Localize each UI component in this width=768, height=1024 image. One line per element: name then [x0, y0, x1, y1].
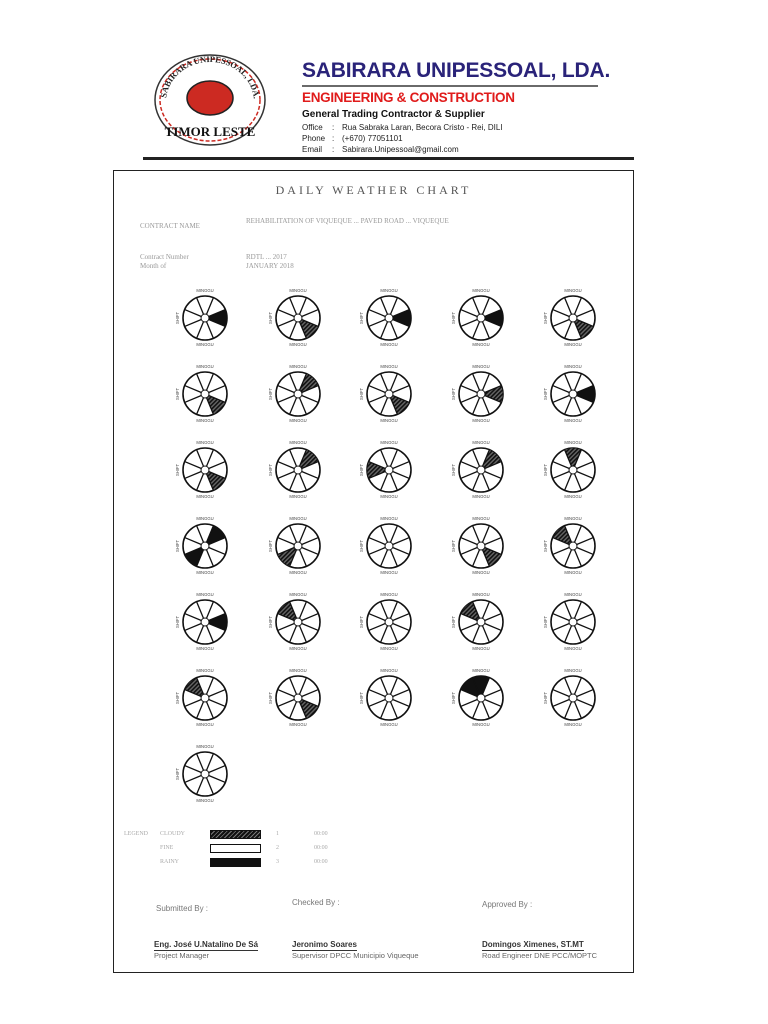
email-value: Sabirara.Unipessoal@gmail.com	[342, 145, 459, 154]
circle-bottom-label: MINGGU	[196, 798, 214, 803]
hub-circle	[294, 694, 302, 702]
circle-side-label: SHIFT	[359, 539, 364, 553]
hub-circle	[477, 542, 485, 550]
hub-circle	[294, 390, 302, 398]
circle-bottom-label: MINGGU	[196, 494, 214, 499]
day-circle	[360, 667, 418, 727]
circle-bottom-label: MINGGU	[196, 342, 214, 347]
legend-val-fine: 00:00	[314, 845, 328, 851]
circle-top-label: MINGGU	[380, 288, 398, 293]
circle-side-label: SHIFT	[268, 387, 273, 401]
circle-top-label: MINGGU	[289, 364, 307, 369]
checked-by-name: Jeronimo Soares	[292, 940, 357, 949]
hub-circle	[201, 466, 209, 474]
company-block	[302, 58, 622, 154]
circle-bottom-label: MINGGU	[380, 418, 398, 423]
legend-num-rainy: 3	[276, 859, 279, 865]
circle-top-label: MINGGU	[289, 516, 307, 521]
circle-bottom-label: MINGGU	[472, 646, 490, 651]
contract-number-value: RDTL ... 2017	[246, 253, 287, 261]
circle-top-label: MINGGU	[196, 440, 214, 445]
month-label: Month of	[140, 262, 167, 270]
hub-circle	[201, 694, 209, 702]
hub-circle	[569, 694, 577, 702]
circle-bottom-label: MINGGU	[564, 570, 582, 575]
day-circle	[176, 743, 234, 803]
circle-side-label: SHIFT	[175, 387, 180, 401]
circle-side-label: SHIFT	[451, 539, 456, 553]
hub-circle	[201, 542, 209, 550]
email-line: Email : Sabirara.Unipessoal@gmail.com	[302, 145, 459, 154]
day-circle	[544, 515, 602, 575]
day-circle	[544, 287, 602, 347]
hub-circle	[477, 466, 485, 474]
circle-top-label: MINGGU	[380, 364, 398, 369]
circle-bottom-label: MINGGU	[380, 646, 398, 651]
day-circle	[176, 667, 234, 727]
day-circle	[360, 287, 418, 347]
hub-circle	[477, 694, 485, 702]
circle-side-label: SHIFT	[175, 311, 180, 325]
circle-bottom-label: MINGGU	[564, 342, 582, 347]
legend-num-cloudy: 1	[276, 831, 279, 837]
hub-circle	[385, 618, 393, 626]
circle-side-label: SHIFT	[268, 311, 273, 325]
circle-top-label: MINGGU	[289, 592, 307, 597]
circle-top-label: MINGGU	[289, 288, 307, 293]
circle-bottom-label: MINGGU	[289, 418, 307, 423]
hub-circle	[477, 314, 485, 322]
checked-by-role: Supervisor DPCC Municipio Viqueque	[292, 951, 419, 960]
circle-bottom-label: MINGGU	[196, 418, 214, 423]
circle-bottom-label: MINGGU	[289, 646, 307, 651]
legend-swatch-cloudy	[210, 830, 261, 839]
hub-circle	[201, 390, 209, 398]
circle-top-label: MINGGU	[196, 288, 214, 293]
circle-top-label: MINGGU	[196, 364, 214, 369]
hub-circle	[569, 314, 577, 322]
hub-circle	[569, 542, 577, 550]
circle-side-label: SHIFT	[175, 615, 180, 629]
legend-item-rainy: RAINY	[160, 859, 179, 865]
day-circle	[544, 667, 602, 727]
hub-circle	[569, 466, 577, 474]
circle-bottom-label: MINGGU	[196, 646, 214, 651]
circle-top-label: MINGGU	[196, 592, 214, 597]
phone-value: (+670) 77051101	[342, 134, 403, 143]
hub-circle	[201, 314, 209, 322]
hub-circle	[477, 390, 485, 398]
submitted-by-role: Project Manager	[154, 951, 210, 960]
company-tagline: General Trading Contractor & Supplier	[302, 109, 485, 120]
circle-top-label: MINGGU	[380, 440, 398, 445]
circle-bottom-label: MINGGU	[472, 722, 490, 727]
submitted-by-name: Eng. José U.Natalino De Sá	[154, 940, 259, 949]
hub-circle	[294, 618, 302, 626]
circle-side-label: SHIFT	[451, 691, 456, 705]
day-circle	[176, 591, 234, 651]
seal-bottom-text: TIMOR LESTE	[164, 124, 256, 139]
office-line: Office : Rua Sabraka Laran, Becora Cristo - Rei, DILI	[302, 123, 503, 132]
chart-title: DAILY WEATHER CHART	[275, 183, 472, 197]
hub-circle	[477, 618, 485, 626]
circle-side-label: SHIFT	[543, 311, 548, 325]
circle-top-label: MINGGU	[380, 592, 398, 597]
phone-label: Phone	[302, 134, 326, 143]
hub-circle	[294, 466, 302, 474]
day-circle	[269, 515, 327, 575]
circle-bottom-label: MINGGU	[289, 494, 307, 499]
circle-bottom-label: MINGGU	[289, 570, 307, 575]
day-circle	[269, 363, 327, 423]
circle-side-label: SHIFT	[451, 615, 456, 629]
circle-top-label: MINGGU	[472, 440, 490, 445]
day-circle	[544, 439, 602, 499]
legend-num-fine: 2	[276, 845, 279, 851]
circle-side-label: SHIFT	[175, 463, 180, 477]
day-circle	[452, 287, 510, 347]
circle-bottom-label: MINGGU	[472, 494, 490, 499]
checked-by-label: Checked By :	[292, 898, 340, 907]
circle-bottom-label: MINGGU	[380, 494, 398, 499]
circle-top-label: MINGGU	[196, 744, 214, 749]
circle-top-label: MINGGU	[564, 516, 582, 521]
day-circle	[360, 515, 418, 575]
circle-top-label: MINGGU	[472, 288, 490, 293]
circle-top-label: MINGGU	[472, 668, 490, 673]
day-circle	[544, 363, 602, 423]
circle-side-label: SHIFT	[268, 463, 273, 477]
approved-by-label: Approved By :	[482, 900, 533, 909]
circle-side-label: SHIFT	[543, 615, 548, 629]
company-seal-logo	[152, 52, 268, 148]
circle-bottom-label: MINGGU	[196, 570, 214, 575]
circle-side-label: SHIFT	[268, 539, 273, 553]
phone-line: Phone : (+670) 77051101	[302, 134, 403, 143]
circle-bottom-label: MINGGU	[380, 570, 398, 575]
circle-top-label: MINGGU	[289, 440, 307, 445]
day-circle	[360, 591, 418, 651]
circle-top-label: MINGGU	[472, 516, 490, 521]
hub-circle	[385, 466, 393, 474]
submitted-by-label: Submitted By :	[156, 904, 209, 913]
day-circle	[544, 591, 602, 651]
legend-item-cloudy: CLOUDY	[160, 831, 185, 837]
day-circle	[269, 591, 327, 651]
circle-top-label: MINGGU	[472, 592, 490, 597]
circle-bottom-label: MINGGU	[196, 722, 214, 727]
legend-val-cloudy: 00:00	[314, 831, 328, 837]
circle-top-label: MINGGU	[380, 516, 398, 521]
day-circle	[360, 439, 418, 499]
company-name: SABIRARA UNIPESSOAL, LDA.	[302, 59, 611, 82]
circle-top-label: MINGGU	[564, 364, 582, 369]
circle-top-label: MINGGU	[564, 440, 582, 445]
legend-item-fine: FINE	[160, 845, 174, 851]
circle-bottom-label: MINGGU	[289, 342, 307, 347]
contract-number-label: Contract Number	[140, 253, 189, 261]
circle-bottom-label: MINGGU	[472, 570, 490, 575]
circle-side-label: SHIFT	[175, 539, 180, 553]
company-rule	[302, 85, 598, 87]
hub-circle	[201, 618, 209, 626]
circle-side-label: SHIFT	[359, 615, 364, 629]
hub-circle	[385, 390, 393, 398]
circle-side-label: SHIFT	[359, 311, 364, 325]
hub-circle	[569, 390, 577, 398]
circle-top-label: MINGGU	[564, 668, 582, 673]
hub-circle	[294, 314, 302, 322]
day-circle	[452, 439, 510, 499]
day-circle	[452, 667, 510, 727]
circle-top-label: MINGGU	[196, 516, 214, 521]
circle-side-label: SHIFT	[451, 387, 456, 401]
circle-bottom-label: MINGGU	[472, 418, 490, 423]
circle-side-label: SHIFT	[451, 463, 456, 477]
circle-side-label: SHIFT	[359, 387, 364, 401]
circle-top-label: MINGGU	[289, 668, 307, 673]
circle-bottom-label: MINGGU	[564, 494, 582, 499]
legend-val-rainy: 00:00	[314, 859, 328, 865]
circle-side-label: SHIFT	[359, 463, 364, 477]
circle-bottom-label: MINGGU	[289, 722, 307, 727]
legend-swatch-fine	[210, 844, 261, 853]
circle-bottom-label: MINGGU	[564, 722, 582, 727]
hub-circle	[294, 542, 302, 550]
circle-side-label: SHIFT	[175, 691, 180, 705]
day-circle	[269, 439, 327, 499]
circle-side-label: SHIFT	[451, 311, 456, 325]
circle-bottom-label: MINGGU	[564, 646, 582, 651]
circle-side-label: SHIFT	[268, 691, 273, 705]
email-label: Email	[302, 145, 323, 154]
seal-top-text: SABIRARA UNIPESSOAL, LDA.	[158, 53, 262, 100]
circle-side-label: SHIFT	[359, 691, 364, 705]
circle-bottom-label: MINGGU	[472, 342, 490, 347]
hub-circle	[385, 314, 393, 322]
legend-label: LEGEND	[124, 831, 148, 837]
hub-circle	[385, 694, 393, 702]
circle-top-label: MINGGU	[564, 592, 582, 597]
day-circle	[176, 515, 234, 575]
circle-side-label: SHIFT	[268, 615, 273, 629]
day-circle	[452, 363, 510, 423]
day-circle	[176, 287, 234, 347]
month-value: JANUARY 2018	[246, 262, 294, 270]
hub-circle	[385, 542, 393, 550]
weather-chart-frame	[113, 170, 634, 973]
contract-name-value: REHABILITATION OF VIQUEQUE ... PAVED ROAD ... VIQUEQUE	[246, 217, 449, 225]
day-circle	[452, 515, 510, 575]
circle-side-label: SHIFT	[543, 463, 548, 477]
circle-top-label: MINGGU	[196, 668, 214, 673]
circle-side-label: SHIFT	[543, 691, 548, 705]
letterhead-divider	[143, 157, 634, 160]
contract-name-label: CONTRACT NAME	[140, 222, 200, 230]
day-circle	[176, 363, 234, 423]
day-circle	[176, 439, 234, 499]
day-circle	[269, 667, 327, 727]
legend-swatch-rainy	[210, 858, 261, 867]
circle-top-label: MINGGU	[564, 288, 582, 293]
hub-circle	[201, 770, 209, 778]
circle-side-label: SHIFT	[543, 539, 548, 553]
approved-by-name: Domingos Ximenes, ST.MT	[482, 940, 584, 949]
office-label: Office	[302, 123, 323, 132]
circle-side-label: SHIFT	[543, 387, 548, 401]
circle-side-label: SHIFT	[175, 767, 180, 781]
office-value: Rua Sabraka Laran, Becora Cristo - Rei, DILI	[342, 123, 503, 132]
division-title: ENGINEERING & CONSTRUCTION	[302, 90, 515, 105]
day-circle	[452, 591, 510, 651]
approved-by-role: Road Engineer DNE PCC/MOPTC	[482, 951, 598, 960]
hub-circle	[569, 618, 577, 626]
day-circle	[360, 363, 418, 423]
circle-bottom-label: MINGGU	[564, 418, 582, 423]
circle-bottom-label: MINGGU	[380, 722, 398, 727]
circle-top-label: MINGGU	[380, 668, 398, 673]
day-circle	[269, 287, 327, 347]
circle-bottom-label: MINGGU	[380, 342, 398, 347]
circle-top-label: MINGGU	[472, 364, 490, 369]
